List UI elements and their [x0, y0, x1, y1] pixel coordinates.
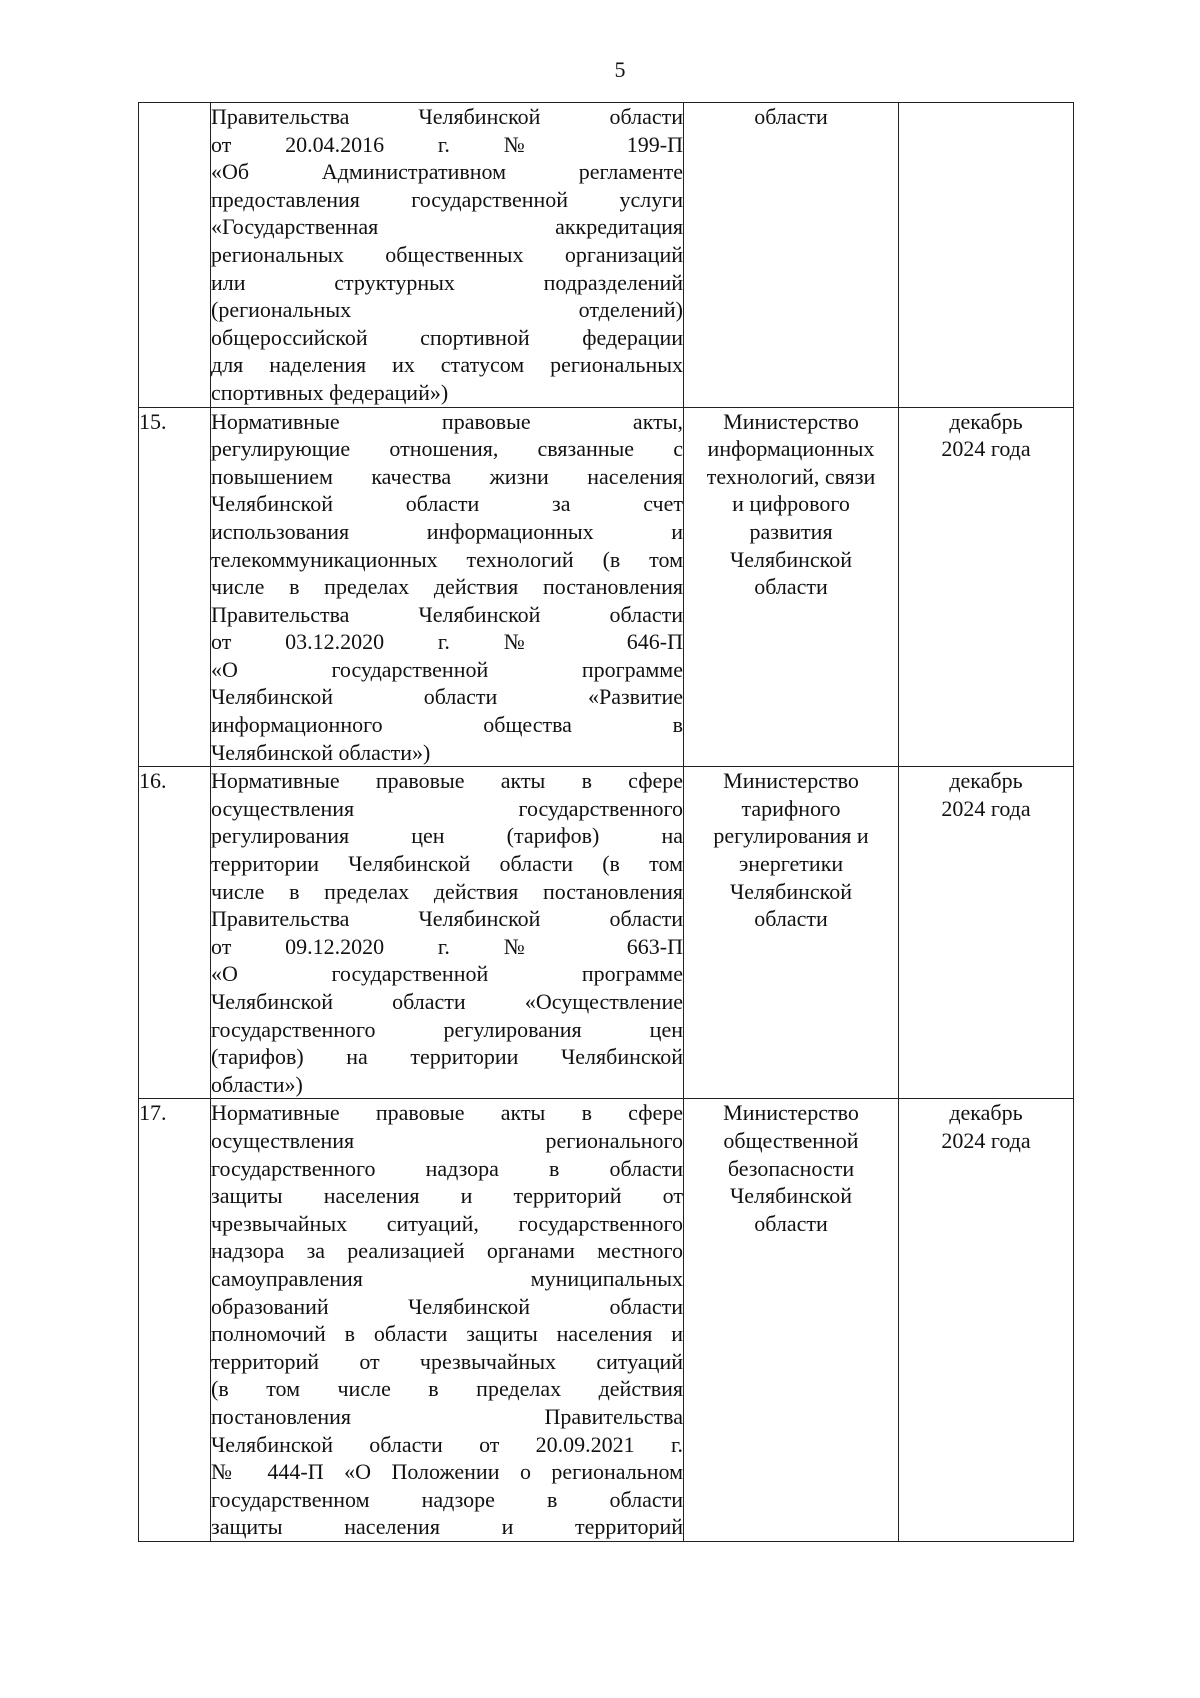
measure-name-line: № 444-П «О Положении о региональном	[211, 1459, 683, 1485]
row-number: 16.	[139, 767, 211, 1099]
measures-table-body	[139, 103, 1074, 1542]
measure-name-line: Челябинской области «Осуществление	[211, 989, 683, 1014]
measure-name-cell	[211, 767, 684, 1099]
measure-name-line: Нормативные правовые акты,	[211, 408, 683, 434]
executor-line: развития	[749, 518, 833, 544]
measure-name-line: повышением качества жизни населения	[211, 463, 683, 489]
executor-line: области	[754, 1210, 828, 1236]
measure-name-line: территорий от чрезвычайных ситуаций	[211, 1348, 683, 1374]
measure-name-line: числе в пределах действия постановления	[211, 574, 683, 600]
measure-name-line: Правительства Челябинской области	[211, 104, 683, 129]
executor-line: и цифрового	[732, 491, 850, 517]
executor-cell	[684, 407, 899, 767]
measure-name-line: (в том числе в пределах действия	[211, 1376, 683, 1402]
row-number: 17.	[139, 1099, 211, 1542]
page-number: 5	[614, 57, 626, 82]
measure-name-line: осуществления государственного	[211, 795, 683, 821]
deadline-line: 2024 года	[941, 436, 1031, 462]
measure-name-cell	[211, 407, 684, 767]
measure-name-line: спортивных федераций»)	[211, 379, 449, 405]
table-row	[139, 407, 1074, 767]
measure-name-line: государственного надзора в области	[211, 1155, 683, 1181]
executor-line: энергетики	[738, 851, 844, 877]
measure-name-line: территории Челябинской области (в том	[211, 851, 683, 877]
measure-name-line: предоставления государственной услуги	[211, 186, 683, 212]
executor-line: общественной	[723, 1127, 859, 1153]
executor-line: регулирования и	[713, 823, 869, 849]
executor-cell	[684, 767, 899, 1099]
measure-name-line: «О государственной программе	[211, 961, 683, 987]
measure-name-line: Челябинской области от 20.09.2021 г.	[211, 1431, 683, 1457]
executor-line: информационных	[707, 436, 875, 462]
measure-name-line: регулирования цен (тарифов) на	[211, 823, 683, 849]
executor-line: области	[754, 104, 828, 129]
deadline-line: декабрь	[949, 1100, 1023, 1126]
measure-name-line: Челябинской области»)	[211, 739, 431, 765]
deadline-line: декабрь	[949, 768, 1023, 794]
measure-name-line: надзора за реализацией органами местного	[211, 1238, 683, 1264]
measure-name-line: постановления Правительства	[211, 1403, 683, 1429]
measure-name-line: Правительства Челябинской области	[211, 906, 683, 932]
measure-name-line: (тарифов) на территории Челябинской	[211, 1044, 683, 1070]
measure-name-line: или структурных подразделений	[211, 269, 683, 295]
deadline-cell	[899, 103, 1074, 408]
table-row	[139, 767, 1074, 1099]
measure-name-line: Челябинской области «Развитие	[211, 684, 683, 710]
measure-name-line: использования информационных и	[211, 518, 683, 544]
measure-name-line: общероссийской спортивной федерации	[211, 324, 683, 350]
measure-name-line: Нормативные правовые акты в сфере	[211, 1100, 683, 1126]
measure-name-line: области»)	[211, 1071, 303, 1097]
measure-name-line: Челябинской области за счет	[211, 491, 683, 517]
measure-name-line: числе в пределах действия постановления	[211, 878, 683, 904]
measure-name-line: «Об Административном регламенте	[211, 159, 683, 185]
table-row	[139, 103, 1074, 408]
measure-name-line: самоуправления муниципальных	[211, 1265, 683, 1291]
deadline-cell	[899, 767, 1074, 1099]
measure-name-line: государственном надзоре в области	[211, 1486, 683, 1512]
measure-name-line: чрезвычайных ситуаций, государственного	[211, 1210, 683, 1236]
executor-line: области	[754, 906, 828, 932]
measure-name-line: защиты населения и территорий от	[211, 1183, 683, 1209]
measure-name-line: Правительства Челябинской области	[211, 601, 683, 627]
measure-name-line: от 09.12.2020 г. № 663-П	[211, 933, 683, 959]
executor-line: Челябинской	[729, 1183, 852, 1209]
measure-name-line: «Государственная аккредитация	[211, 214, 683, 240]
executor-line: Министерство	[723, 1100, 859, 1126]
executor-line: Министерство	[723, 408, 859, 434]
executor-line: Челябинской	[729, 546, 852, 572]
measure-name-cell	[211, 1099, 684, 1542]
table-row	[139, 1099, 1074, 1542]
executor-line: Челябинской	[729, 878, 852, 904]
measure-name-line: информационного общества в	[211, 712, 683, 738]
measure-name-line: от 03.12.2020 г. № 646-П	[211, 629, 683, 655]
measure-name-cell	[211, 103, 684, 408]
measure-name-line: (региональных отделений)	[211, 297, 683, 323]
deadline-cell	[899, 1099, 1074, 1542]
deadline-line: 2024 года	[941, 795, 1031, 821]
measure-name-line: полномочий в области защиты населения и	[211, 1321, 683, 1347]
executor-cell	[684, 103, 899, 408]
measure-name-line: Нормативные правовые акты в сфере	[211, 768, 683, 794]
executor-line: безопасности	[727, 1155, 855, 1181]
executor-line: области	[754, 574, 828, 600]
measure-name-line: телекоммуникационных технологий (в том	[211, 546, 683, 572]
row-number: 15.	[139, 407, 211, 767]
executor-line: Министерство	[723, 768, 859, 794]
deadline-line: 2024 года	[941, 1127, 1031, 1153]
deadline-line: декабрь	[949, 408, 1023, 434]
measure-name-line: «О государственной программе	[211, 656, 683, 682]
measure-name-line: защиты населения и территорий	[211, 1514, 683, 1540]
measures-table	[138, 102, 1074, 1542]
measure-name-line: осуществления регионального	[211, 1127, 683, 1153]
deadline-cell	[899, 407, 1074, 767]
measure-name-line: для наделения их статусом региональных	[211, 352, 683, 378]
executor-line: тарифного	[741, 795, 841, 821]
measure-name-line: региональных общественных организаций	[211, 241, 683, 267]
measure-name-line: регулирующие отношения, связанные с	[211, 436, 683, 462]
row-number	[139, 103, 211, 408]
measure-name-line: образований Челябинской области	[211, 1293, 683, 1319]
executor-line: технологий, связи	[706, 463, 876, 489]
measure-name-line: государственного регулирования цен	[211, 1016, 683, 1042]
measure-name-line: от 20.04.2016 г. № 199-П	[211, 131, 683, 157]
executor-cell	[684, 1099, 899, 1542]
